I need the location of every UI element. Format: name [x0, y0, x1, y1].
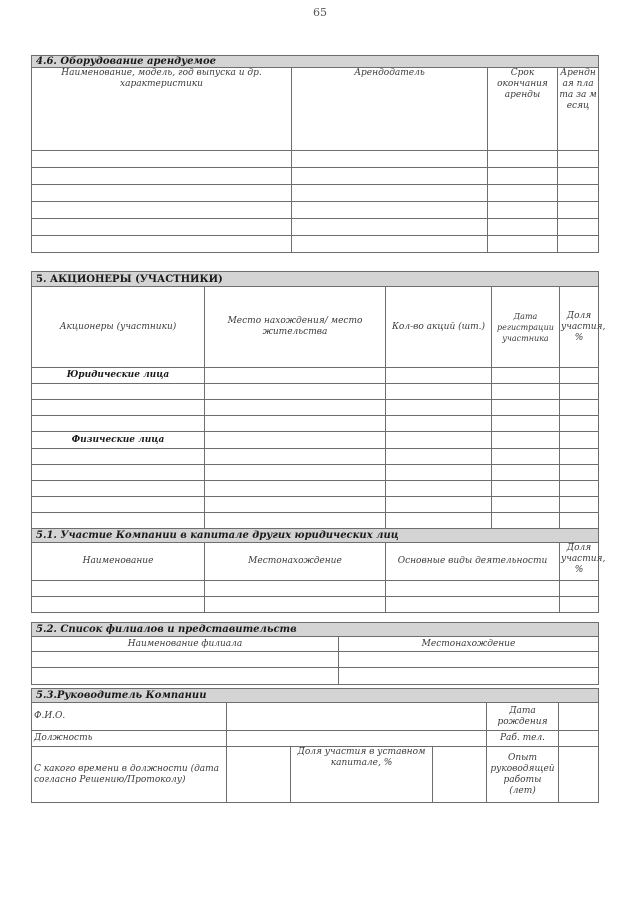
- page-number: 65: [313, 6, 327, 19]
- table-row: [32, 465, 599, 481]
- section-5-2-title: 5.2. Список филиалов и представительств: [32, 623, 599, 637]
- col-branch-location: Местонахождение: [339, 637, 599, 652]
- col-company-location: Местонахождение: [205, 543, 386, 581]
- col-participation-share: Доля участия, %: [560, 543, 599, 581]
- label-fio: Ф.И.О.: [32, 703, 227, 731]
- table-row: [32, 400, 599, 416]
- table-row: [32, 652, 599, 668]
- col-lessor: Арендодатель: [292, 68, 488, 151]
- label-capital-share: Доля участия в уставном капитале, %: [291, 747, 433, 803]
- table-row: [32, 581, 599, 597]
- table-row: [32, 668, 599, 685]
- table-row: [32, 497, 599, 513]
- section-4-6-title: 4.6. Оборудование арендуемое: [32, 56, 599, 68]
- label-birthdate: Дата рождения: [487, 703, 559, 731]
- label-work-phone: Раб. тел.: [487, 731, 559, 747]
- col-location: Место нахождения/ место жительства: [205, 287, 386, 368]
- col-shares-count: Кол-во акций (шт.): [386, 287, 492, 368]
- section-5-1-title: 5.1. Участие Компании в капитале других юридических лиц: [32, 529, 599, 543]
- table-row: [32, 597, 599, 613]
- shareholders-table: [31, 271, 606, 613]
- group-individuals: Физические лица: [32, 432, 205, 449]
- section-5-3-title: 5.3.Руководитель Компании: [32, 689, 599, 703]
- company-head-table: [31, 688, 599, 803]
- table-row: [32, 449, 599, 465]
- table-row: [32, 481, 599, 497]
- group-legal-entities: Юридические лица: [32, 368, 205, 384]
- col-shareholders: Акционеры (участники): [32, 287, 205, 368]
- col-branch-name: Наименование филиала: [32, 637, 339, 652]
- col-equipment-name: Наименование, модель, год выпуска и др. характеристики: [32, 68, 292, 151]
- label-since-date: С какого времени в должности (дата согласно Решению/Протоколу): [32, 747, 227, 803]
- table-row: [32, 168, 599, 185]
- branches-table: [31, 622, 599, 685]
- table-row: [32, 236, 599, 253]
- leased-equipment-table: [31, 55, 599, 253]
- table-row: [32, 219, 599, 236]
- col-lease-end: Срок окончания аренды: [488, 68, 558, 151]
- col-main-activities: Основные виды деятельности: [386, 543, 560, 581]
- table-row: [32, 202, 599, 219]
- label-position: Должность: [32, 731, 227, 747]
- label-management-experience: Опыт руководящей работы (лет): [487, 747, 559, 803]
- col-company-name: Наименование: [32, 543, 205, 581]
- table-row: [32, 151, 599, 168]
- table-row: [32, 416, 599, 432]
- col-share-percent: Доля участия, %: [560, 287, 599, 368]
- table-row: [32, 384, 599, 400]
- section-5-title: 5. АКЦИОНЕРЫ (УЧАСТНИКИ): [32, 272, 599, 287]
- col-monthly-rent: Арендная плата за месяц: [558, 68, 599, 151]
- table-row: [32, 185, 599, 202]
- table-row: [32, 513, 599, 529]
- col-registration-date: Дата регистрации участника: [492, 287, 560, 368]
